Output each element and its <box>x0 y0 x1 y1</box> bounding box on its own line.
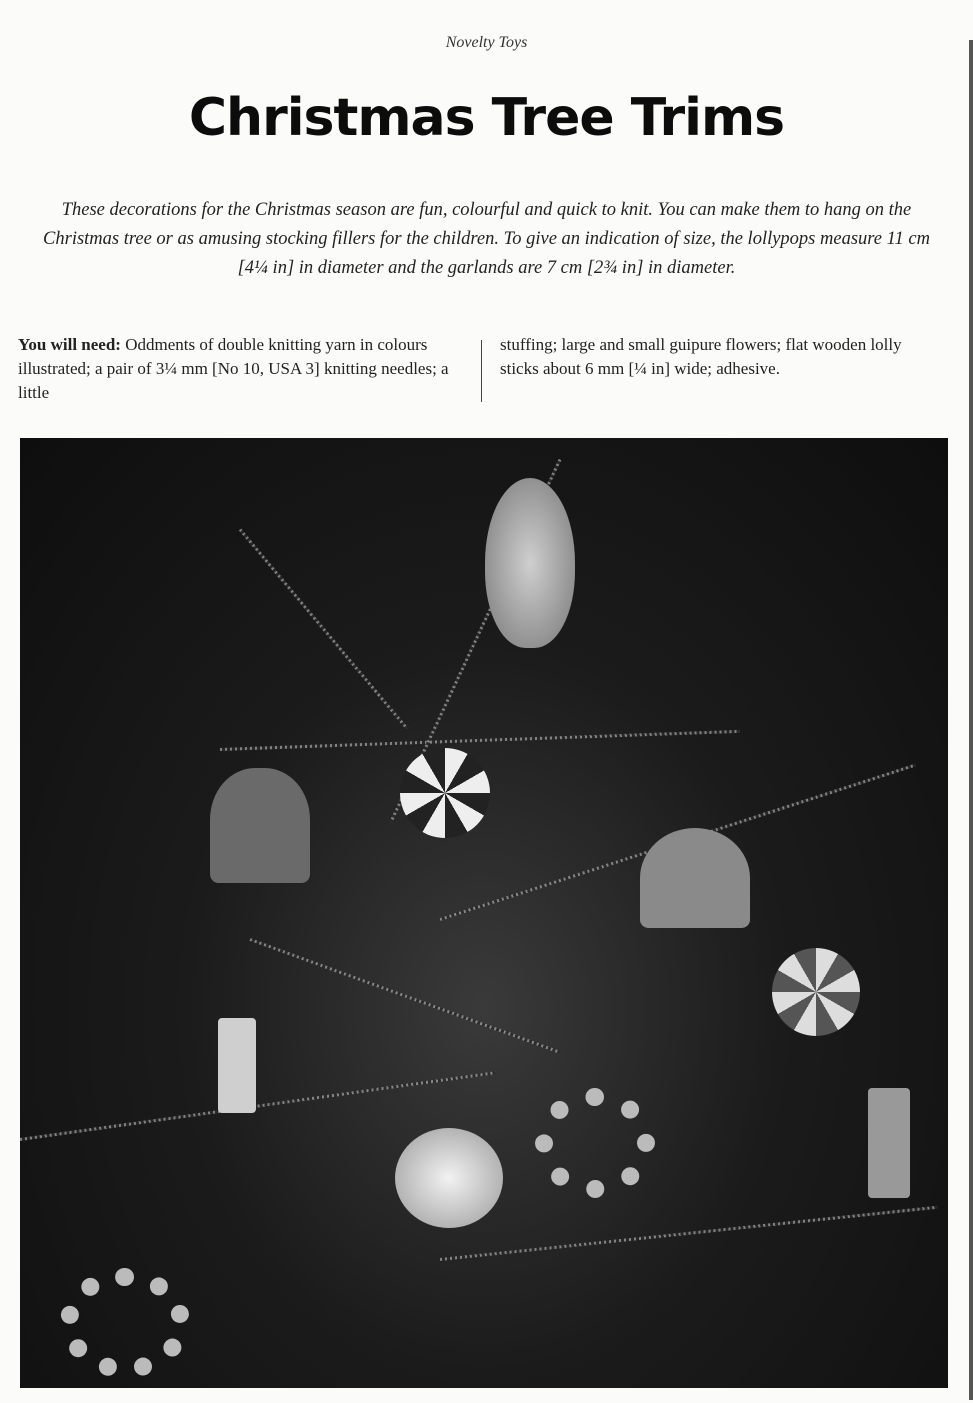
candle-ornament <box>218 1018 256 1113</box>
page-edge <box>969 40 973 1400</box>
candle-ornament <box>868 1088 910 1198</box>
intro-paragraph: These decorations for the Christmas season are fun, colourful and quick to knit. You can make them to hang on the Christmas tree or as amusing stocking fillers for the children. To give an indication of size, the lollypops measure 11 cm [4¼ in] in diameter and the garlands are 7 cm [2¾ in] in diameter. <box>43 200 930 278</box>
lollypop-ornament <box>400 748 490 838</box>
materials-label: You will need: <box>18 335 121 354</box>
lollypop-ornament <box>772 948 860 1036</box>
garland-ornament <box>60 1268 190 1378</box>
bell-ornament <box>640 828 750 928</box>
page-title: Christmas Tree Trims <box>188 88 785 148</box>
materials-column-1 <box>18 333 463 405</box>
column-divider <box>481 340 482 402</box>
materials-column-2: stuffing; large and small guipure flowers; flat wooden lolly sticks about 6 mm [¼ in] wide; adhesive. <box>500 335 902 378</box>
christmas-tree-photo <box>20 438 948 1388</box>
ball-ornament <box>395 1128 503 1228</box>
running-head: Novelty Toys <box>445 34 528 51</box>
materials-text-1: Oddments of double knitting yarn in colours illustrated; a pair of 3¼ mm [No 10, USA 3] knitting needles; a little <box>18 335 449 402</box>
bell-ornament <box>210 768 310 883</box>
garland-ornament <box>535 1088 655 1198</box>
ball-ornament <box>485 478 575 648</box>
